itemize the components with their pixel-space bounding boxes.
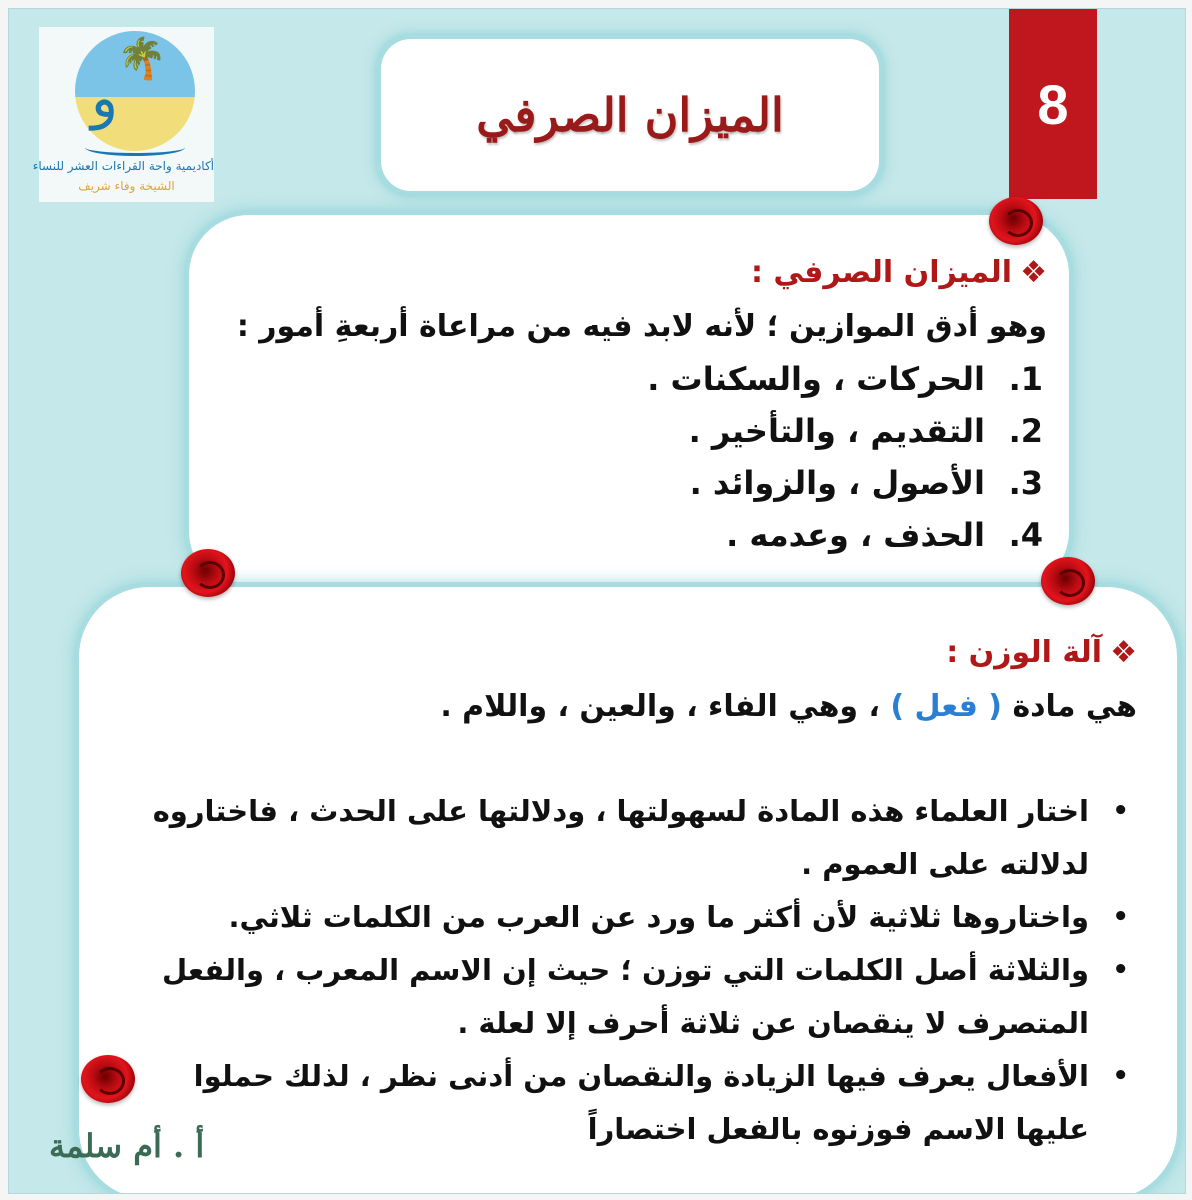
section-heading-text: الميزان الصرفي : [750,255,1013,290]
page-title: الميزان الصرفي [476,88,784,142]
lesson-number-tab [1009,9,1097,199]
section-heading-text: آلة الوزن : [946,635,1103,670]
author-signature: أ . أم سلمة [49,1127,205,1165]
rose-icon [181,549,235,597]
section-intro: هي مادة ( فعل ) ، وهي الفاء ، والعين ، واللام . [440,689,1137,724]
list-item: 1.الحركات ، والسكنات . [647,360,1043,398]
palm-tree-icon: 🌴 [117,36,167,82]
title-box [381,39,879,191]
lesson-number: 8 [1037,72,1069,136]
section-intro: وهو أدق الموازين ؛ لأنه لابد فيه من مراعاة أربعةِ أمور : [236,309,1047,344]
logo-calligraphy-icon: و [91,66,119,131]
list-item: • والثلاثة أصل الكلمات التي توزن ؛ حيث إن الاسم المعرب ، والفعل المتصرف لا ينقصان عن ثلاثة أحرف إلا لعلة . [119,944,1137,1050]
rose-icon [989,197,1043,245]
reasons-list [119,785,1137,1156]
diamond-icon: ❖ [1020,255,1047,290]
criteria-list [211,353,1047,561]
list-item: 4.الحذف ، وعدمه . [726,516,1043,554]
rose-icon [1041,557,1095,605]
diamond-icon: ❖ [1110,635,1137,670]
list-item: 2.التقديم ، والتأخير . [688,412,1043,450]
logo-academy-name: أكاديمية واحة القراءات العشر للنساء [32,159,214,173]
section-heading [119,625,1137,681]
list-item: • واختاروها ثلاثية لأن أكثر ما ورد عن العرب من الكلمات ثلاثي. [119,891,1137,944]
rose-icon [81,1055,135,1103]
weighing-tool-card [79,587,1177,1194]
academy-logo [32,27,214,202]
section-heading [211,245,1047,301]
logo-teacher-name: الشيخة وفاء شريف [78,179,175,193]
scale-definition-card [189,215,1069,591]
list-item: • اختار العلماء هذه المادة لسهولتها ، ودلالتها على الحدث ، فاختاروه لدلالته على العموم . [119,785,1137,891]
list-item: • الأفعال يعرف فيها الزيادة والنقصان من أدنى نظر ، لذلك حملوا عليها الاسم فوزنوه بالفعل اختصاراً [119,1050,1137,1156]
highlight-term: ( فعل ) [890,689,1002,724]
list-item: 3.الأصول ، والزوائد . [689,464,1043,502]
page [8,8,1186,1194]
open-book-icon [85,139,185,156]
